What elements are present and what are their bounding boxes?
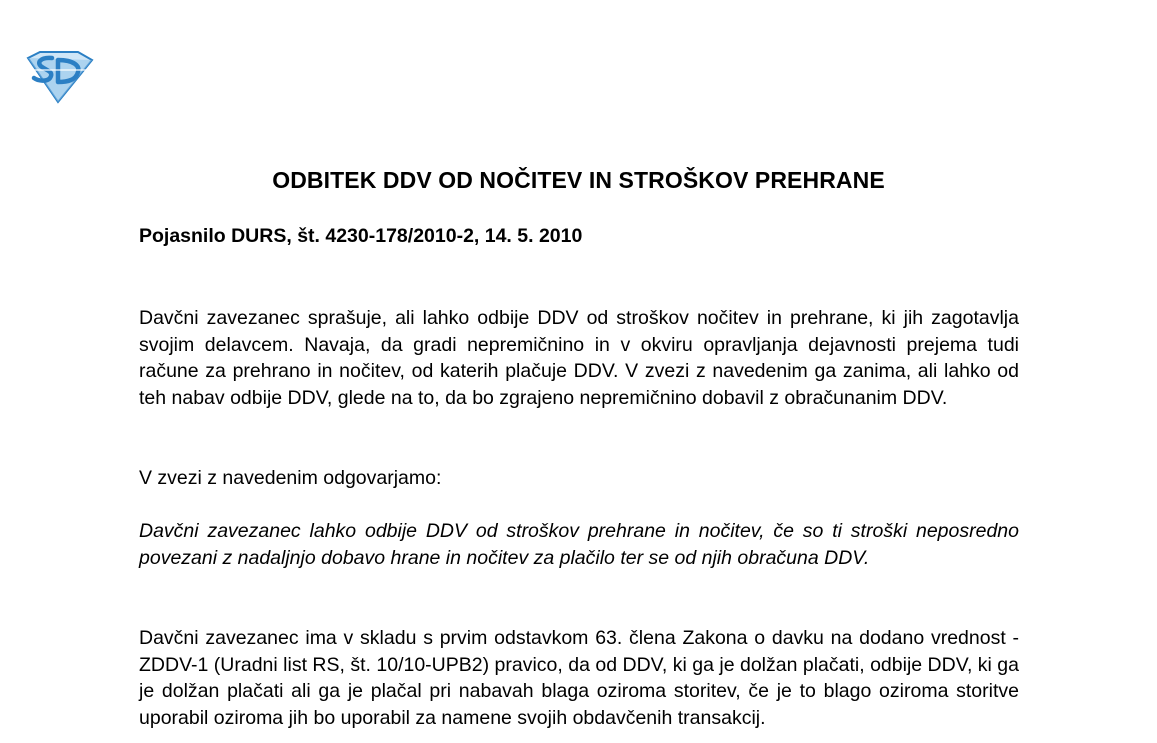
paragraph-answer-summary: Davčni zavezanec lahko odbije DDV od stroškov prehrane in nočitev, če so ti stroški neposredno povezani z nadaljnjo dobavo hrane in nočitev za plačilo ter se od njih obračuna DDV. bbox=[139, 520, 1019, 569]
paragraph-intro-answer: V zvezi z navedenim odgovarjamo: bbox=[139, 467, 442, 489]
paragraph-question: Davčni zavezanec sprašuje, ali lahko odbije DDV od stroškov nočitev in prehrane, ki jih zagotavlja svojim delavcem. Navaja, da gradi nepremičnino in v okviru opravljanja dejavnosti prejema tudi račune za prehrano in nočitev, od katerih plačuje DDV. V zvezi z navedenim ga zanima, ali lahko od teh nabav odbije DDV, glede na to, da bo zgrajeno nepremičnino dobavil z obračunanim DDV. bbox=[139, 307, 1019, 409]
paragraph-legal-basis: Davčni zavezanec ima v skladu s prvim odstavkom 63. člena Zakona o davku na dodano vrednost - ZDDV-1 (Uradni list RS, št. 10/10-UPB2) pravico, da od DDV, ki ga je dolžan plačati, odbije DDV, ki ga je dolžan plačati ali ga je plačal pri nabavah blaga oziroma storitev, če je to blago oziroma storitve uporabil oziroma jih bo uporabil za namene svojih obdavčenih transakcij. bbox=[139, 627, 1019, 729]
company-logo-icon bbox=[22, 48, 96, 104]
document-title: ODBITEK DDV OD NOČITEV IN STROŠKOV PREHRANE bbox=[272, 167, 885, 193]
document-subtitle: Pojasnilo DURS, št. 4230-178/2010-2, 14. 5. 2010 bbox=[139, 225, 583, 247]
